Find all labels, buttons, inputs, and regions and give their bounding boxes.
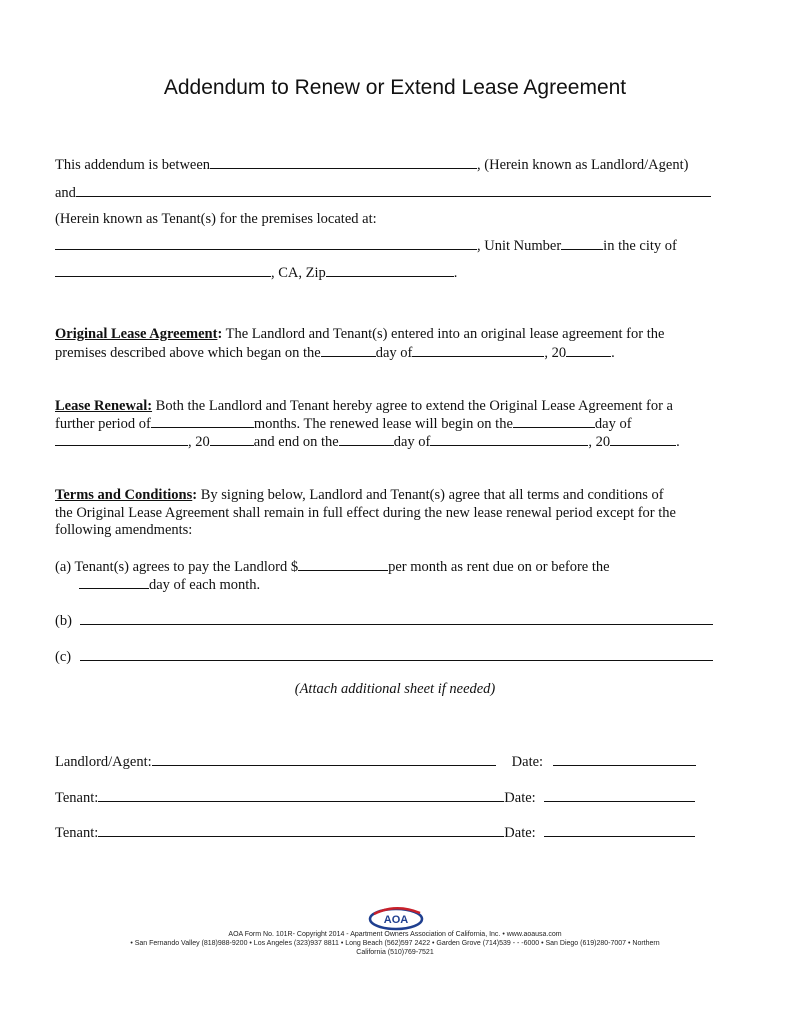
city-label: in the city of	[603, 238, 677, 254]
landlord-date-field[interactable]	[553, 752, 696, 766]
original-lease-line-2	[55, 343, 615, 362]
year-prefix: , 20	[544, 345, 567, 361]
renewal-line-1	[55, 397, 673, 415]
amendment-b-field[interactable]	[80, 611, 713, 625]
terms-line-2: the Original Lease Agreement shall remain in full effect during the new lease renewal period except for the	[55, 505, 676, 521]
original-lease-heading: Original Lease Agreement	[55, 326, 218, 342]
end-on-label: and end on the	[253, 434, 339, 450]
footer-offices: • San Fernando Valley (818)988-9200 • Los Angeles (323)937 8811 • Long Beach (562)597 2422 • Garden Grove (714)539 - - -6000 • San Diego (619)280-7007 • Northern	[130, 940, 660, 947]
day-of-label: day of	[393, 434, 431, 450]
renewal-line-3	[55, 432, 680, 451]
tenant1-signature-field[interactable]	[98, 788, 504, 802]
original-lease-text-2: premises described above which began on the	[55, 345, 321, 361]
city-zip-line	[55, 263, 457, 282]
landlord-signature-label: Landlord/Agent:	[55, 754, 152, 770]
period: .	[611, 345, 615, 361]
unit-number-field[interactable]	[561, 236, 603, 250]
tenant-signature-label: Tenant:	[55, 790, 99, 806]
year-prefix: , 20	[588, 434, 611, 450]
tenant2-signature-field[interactable]	[98, 823, 504, 837]
footer-northern-ca: California (510)769-7521	[356, 949, 434, 956]
amendment-b-label: (b)	[55, 613, 72, 629]
tenant-line: (Herein known as Tenant(s) for the premises located at:	[55, 211, 377, 227]
lease-renewal-heading: Lease Renewal:	[55, 398, 153, 414]
renewal-line-2	[55, 414, 632, 433]
original-year-field[interactable]	[566, 343, 611, 357]
landlord-name-field[interactable]	[210, 155, 477, 169]
between-line	[55, 155, 688, 174]
day-of-label: day of	[375, 345, 413, 361]
rent-due-day-field[interactable]	[79, 575, 149, 589]
premises-address-field[interactable]	[55, 236, 477, 250]
amendment-a-line-1	[55, 557, 610, 576]
tenant1-date-field[interactable]	[544, 788, 695, 802]
terms-heading: Terms and Conditions	[55, 487, 193, 503]
address-line	[55, 236, 677, 255]
period: .	[453, 265, 458, 281]
document-title: Addendum to Renew or Extend Lease Agreement	[163, 76, 627, 99]
city-field[interactable]	[55, 263, 271, 277]
further-period-label: further period of	[55, 416, 151, 432]
original-lease-line-1	[55, 325, 664, 343]
months-label: months. The renewed lease will begin on the	[253, 416, 513, 432]
ca-zip-label: , CA, Zip	[271, 265, 326, 281]
amendment-b-line	[55, 611, 713, 630]
rent-amount-field[interactable]	[298, 557, 388, 571]
footer-copyright: AOA Form No. 101R- Copyright 2014 - Apartment Owners Association of California, Inc. • www.aoausa.com	[228, 931, 562, 938]
heading-colon: :	[192, 487, 198, 503]
terms-line-1	[55, 486, 664, 504]
zip-field[interactable]	[326, 263, 454, 277]
original-lease-text: The Landlord and Tenant(s) entered into an original lease agreement for the	[222, 326, 665, 342]
attach-sheet-note: (Attach additional sheet if needed)	[294, 681, 496, 697]
original-day-field[interactable]	[321, 343, 376, 357]
amendment-c-line	[55, 647, 713, 666]
unit-label: , Unit Number	[477, 238, 562, 254]
tenant-signature-label: Tenant:	[55, 825, 99, 841]
tenant1-signature-line	[55, 788, 695, 807]
amendment-a-text-2: per month as rent due on or before the	[388, 559, 610, 575]
renewal-text: Both the Landlord and Tenant hereby agree to extend the Original Lease Agreement for a	[152, 398, 673, 414]
day-of-label: day of	[594, 416, 632, 432]
amendment-a-text-3: day of each month.	[149, 577, 261, 593]
amendment-c-field[interactable]	[80, 647, 713, 661]
period: .	[676, 434, 680, 450]
amendment-a-text: (a) Tenant(s) agrees to pay the Landlord $	[55, 559, 299, 575]
renewal-start-day-field[interactable]	[513, 414, 595, 428]
renewal-end-month-field[interactable]	[430, 432, 588, 446]
and-label: and	[55, 185, 76, 201]
terms-line-3: following amendments:	[55, 522, 193, 538]
landlord-signature-line	[55, 752, 696, 771]
renewal-end-year-field[interactable]	[610, 432, 676, 446]
amendment-a-line-2	[55, 575, 260, 594]
date-label: Date:	[504, 790, 536, 806]
between-label: This addendum is between	[55, 157, 211, 173]
landlord-signature-field[interactable]	[152, 752, 496, 766]
logo-text: AOA	[383, 914, 409, 926]
renewal-end-day-field[interactable]	[339, 432, 394, 446]
heading-colon: :	[217, 326, 223, 342]
and-line	[55, 183, 711, 202]
original-month-field[interactable]	[412, 343, 544, 357]
year-prefix: , 20	[188, 434, 210, 450]
renewal-months-field[interactable]	[151, 414, 254, 428]
tenant2-signature-line	[55, 823, 695, 842]
renewal-start-year-field[interactable]	[210, 432, 254, 446]
renewal-start-month-field[interactable]	[55, 432, 188, 446]
amendment-c-label: (c)	[55, 649, 72, 665]
date-label: Date:	[504, 825, 536, 841]
date-label: Date:	[511, 754, 544, 770]
tenant2-date-field[interactable]	[544, 823, 695, 837]
aoa-logo	[368, 905, 424, 931]
landlord-suffix: , (Herein known as Landlord/Agent)	[477, 157, 689, 173]
tenant-name-field[interactable]	[76, 183, 711, 197]
terms-text-1: By signing below, Landlord and Tenant(s) agree that all terms and conditions of	[197, 487, 664, 503]
